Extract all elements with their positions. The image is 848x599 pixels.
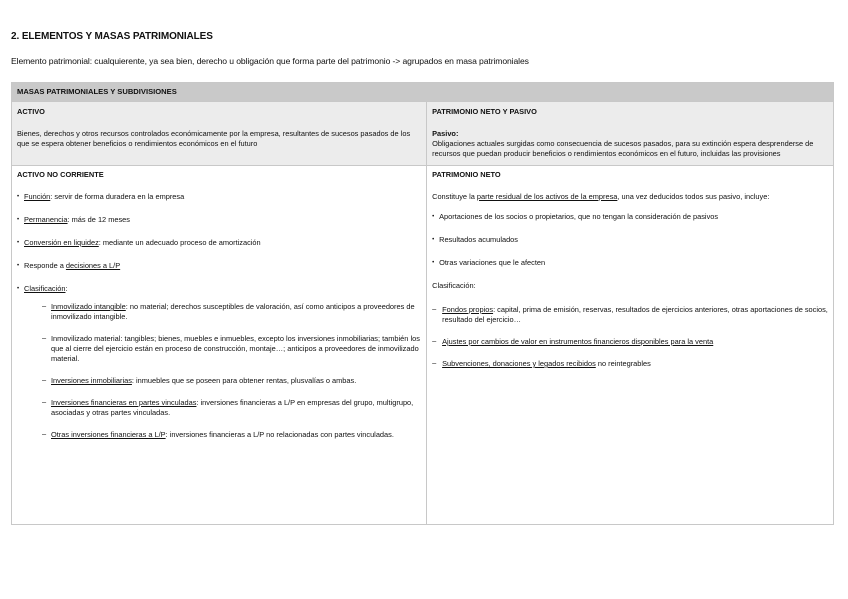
item-text: : inmuebles que se poseen para obtener rentas, plusvalías o ambas. <box>131 376 357 385</box>
list-item <box>432 359 828 369</box>
anc-heading: ACTIVO NO CORRIENTE <box>17 170 104 179</box>
masas-patrimoniales-table <box>11 82 834 525</box>
constituye-post: , una vez deducidos todos sus pasivo, incluye: <box>617 192 770 201</box>
pn-bullets <box>432 212 828 268</box>
conversion-text: : mediante un adecuado proceso de amortización <box>98 238 261 247</box>
anc-clasificacion-list <box>24 302 421 440</box>
list-item <box>432 337 828 347</box>
pasivo-cell <box>427 102 834 166</box>
activo-heading: ACTIVO <box>17 107 45 116</box>
list-item <box>17 261 421 271</box>
item-label: Inversiones financieras en partes vinculadas <box>51 398 197 407</box>
list-item <box>17 284 421 440</box>
list-item <box>42 302 421 322</box>
list-item: • Aportaciones de los socios o propietarios, que no tengan la consideración de pasivos <box>432 212 828 222</box>
list-item <box>17 192 421 202</box>
intro-text: Elemento patrimonial: cualquierente, ya sea bien, derecho u obligación que forma parte del patrimonio -> agrupados en masa patrimoniales <box>11 56 529 66</box>
activo-cell <box>12 102 427 166</box>
item-text: : capital, prima de emisión, reservas, resultados de ejercicios anteriores, otras aportaciones de socios, resultado del ejercicio… <box>442 305 828 324</box>
pn-clasificacion: Clasificación: <box>432 281 476 290</box>
item-label: Fondos propios <box>442 305 494 314</box>
pasivo-def-label: Pasivo: <box>432 129 459 138</box>
list-item <box>17 215 421 225</box>
item-label: Inmovilizado intangible <box>51 302 126 311</box>
list-item <box>42 376 421 386</box>
permanencia-label: Permanencia <box>24 215 68 224</box>
pasivo-definition: Obligaciones actuales surgidas como consecuencia de sucesos pasados, para su extinción espera desprenderse de recursos que puedan producir beneficios o rendimientos económicos en el futuro, incluidas las provisiones <box>432 139 814 158</box>
pasivo-heading: PATRIMONIO NETO Y PASIVO <box>432 107 537 116</box>
list-item <box>42 334 421 364</box>
item-label: Otras inversiones financieras a L/P <box>51 430 166 439</box>
item-text: : no material; derechos susceptibles de valoración, así como anticipos a proveedores de inmovilizado intangible. <box>51 302 415 321</box>
pn-clasificacion-list <box>432 305 828 369</box>
clasificacion-label: Clasificación <box>24 284 66 293</box>
constituye-pre: Constituye la <box>432 192 477 201</box>
pn-heading: PATRIMONIO NETO <box>432 170 501 179</box>
permanencia-text: : más de 12 meses <box>67 215 130 224</box>
section-title: 2. ELEMENTOS Y MASAS PATRIMONIALES <box>11 31 213 42</box>
item-text: : inversiones financieras a L/P no relacionadas con partes vinculadas. <box>165 430 394 439</box>
list-item <box>17 238 421 248</box>
list-item <box>42 398 421 418</box>
list-item: • Resultados acumulados <box>432 235 828 245</box>
anc-cell <box>12 166 427 525</box>
pn-cell <box>427 166 834 525</box>
anc-bullets <box>17 192 421 440</box>
list-item <box>42 430 421 440</box>
item-label: Subvenciones, donaciones y legados recibidos <box>442 359 596 368</box>
funcion-text: : servir de forma duradera en la empresa <box>50 192 185 201</box>
table-header: MASAS PATRIMONIALES Y SUBDIVISIONES <box>12 83 834 102</box>
item-text: : inversiones financieras a L/P en empresas del grupo, multigrupo, asociadas y otras partes vinculadas. <box>51 398 414 417</box>
conversion-label: Conversión en liquidez <box>24 238 99 247</box>
list-item: • Otras variaciones que le afecten <box>432 258 828 268</box>
responde-label: decisiones a L/P <box>65 261 121 270</box>
item-text: no reintegrables <box>595 359 651 368</box>
responde-text: Responde a <box>24 261 66 270</box>
constituye-link: parte residual de los activos de la empresa <box>476 192 618 201</box>
activo-definition: Bienes, derechos y otros recursos controlados económicamente por la empresa, resultantes de sucesos pasados de los que se espera obtener beneficios o rendimientos económicos en el futuro <box>17 129 411 148</box>
clasificacion-text: : <box>65 284 68 293</box>
item-label: Ajustes por cambios de valor en instrumentos financieros disponibles para la venta <box>442 337 714 346</box>
funcion-label: Función <box>24 192 51 201</box>
list-item <box>432 305 828 325</box>
item-label: Inversiones inmobiliarias <box>51 376 132 385</box>
item-text: Inmovilizado material: tangibles; bienes, muebles e inmuebles, excepto los inversiones inmobiliarias; también los que al cierre del ejercicio están en proceso de construcción, montaje…; anticipos a proveedores de inmovilizado material. <box>51 334 420 363</box>
pn-constituye <box>432 192 828 202</box>
